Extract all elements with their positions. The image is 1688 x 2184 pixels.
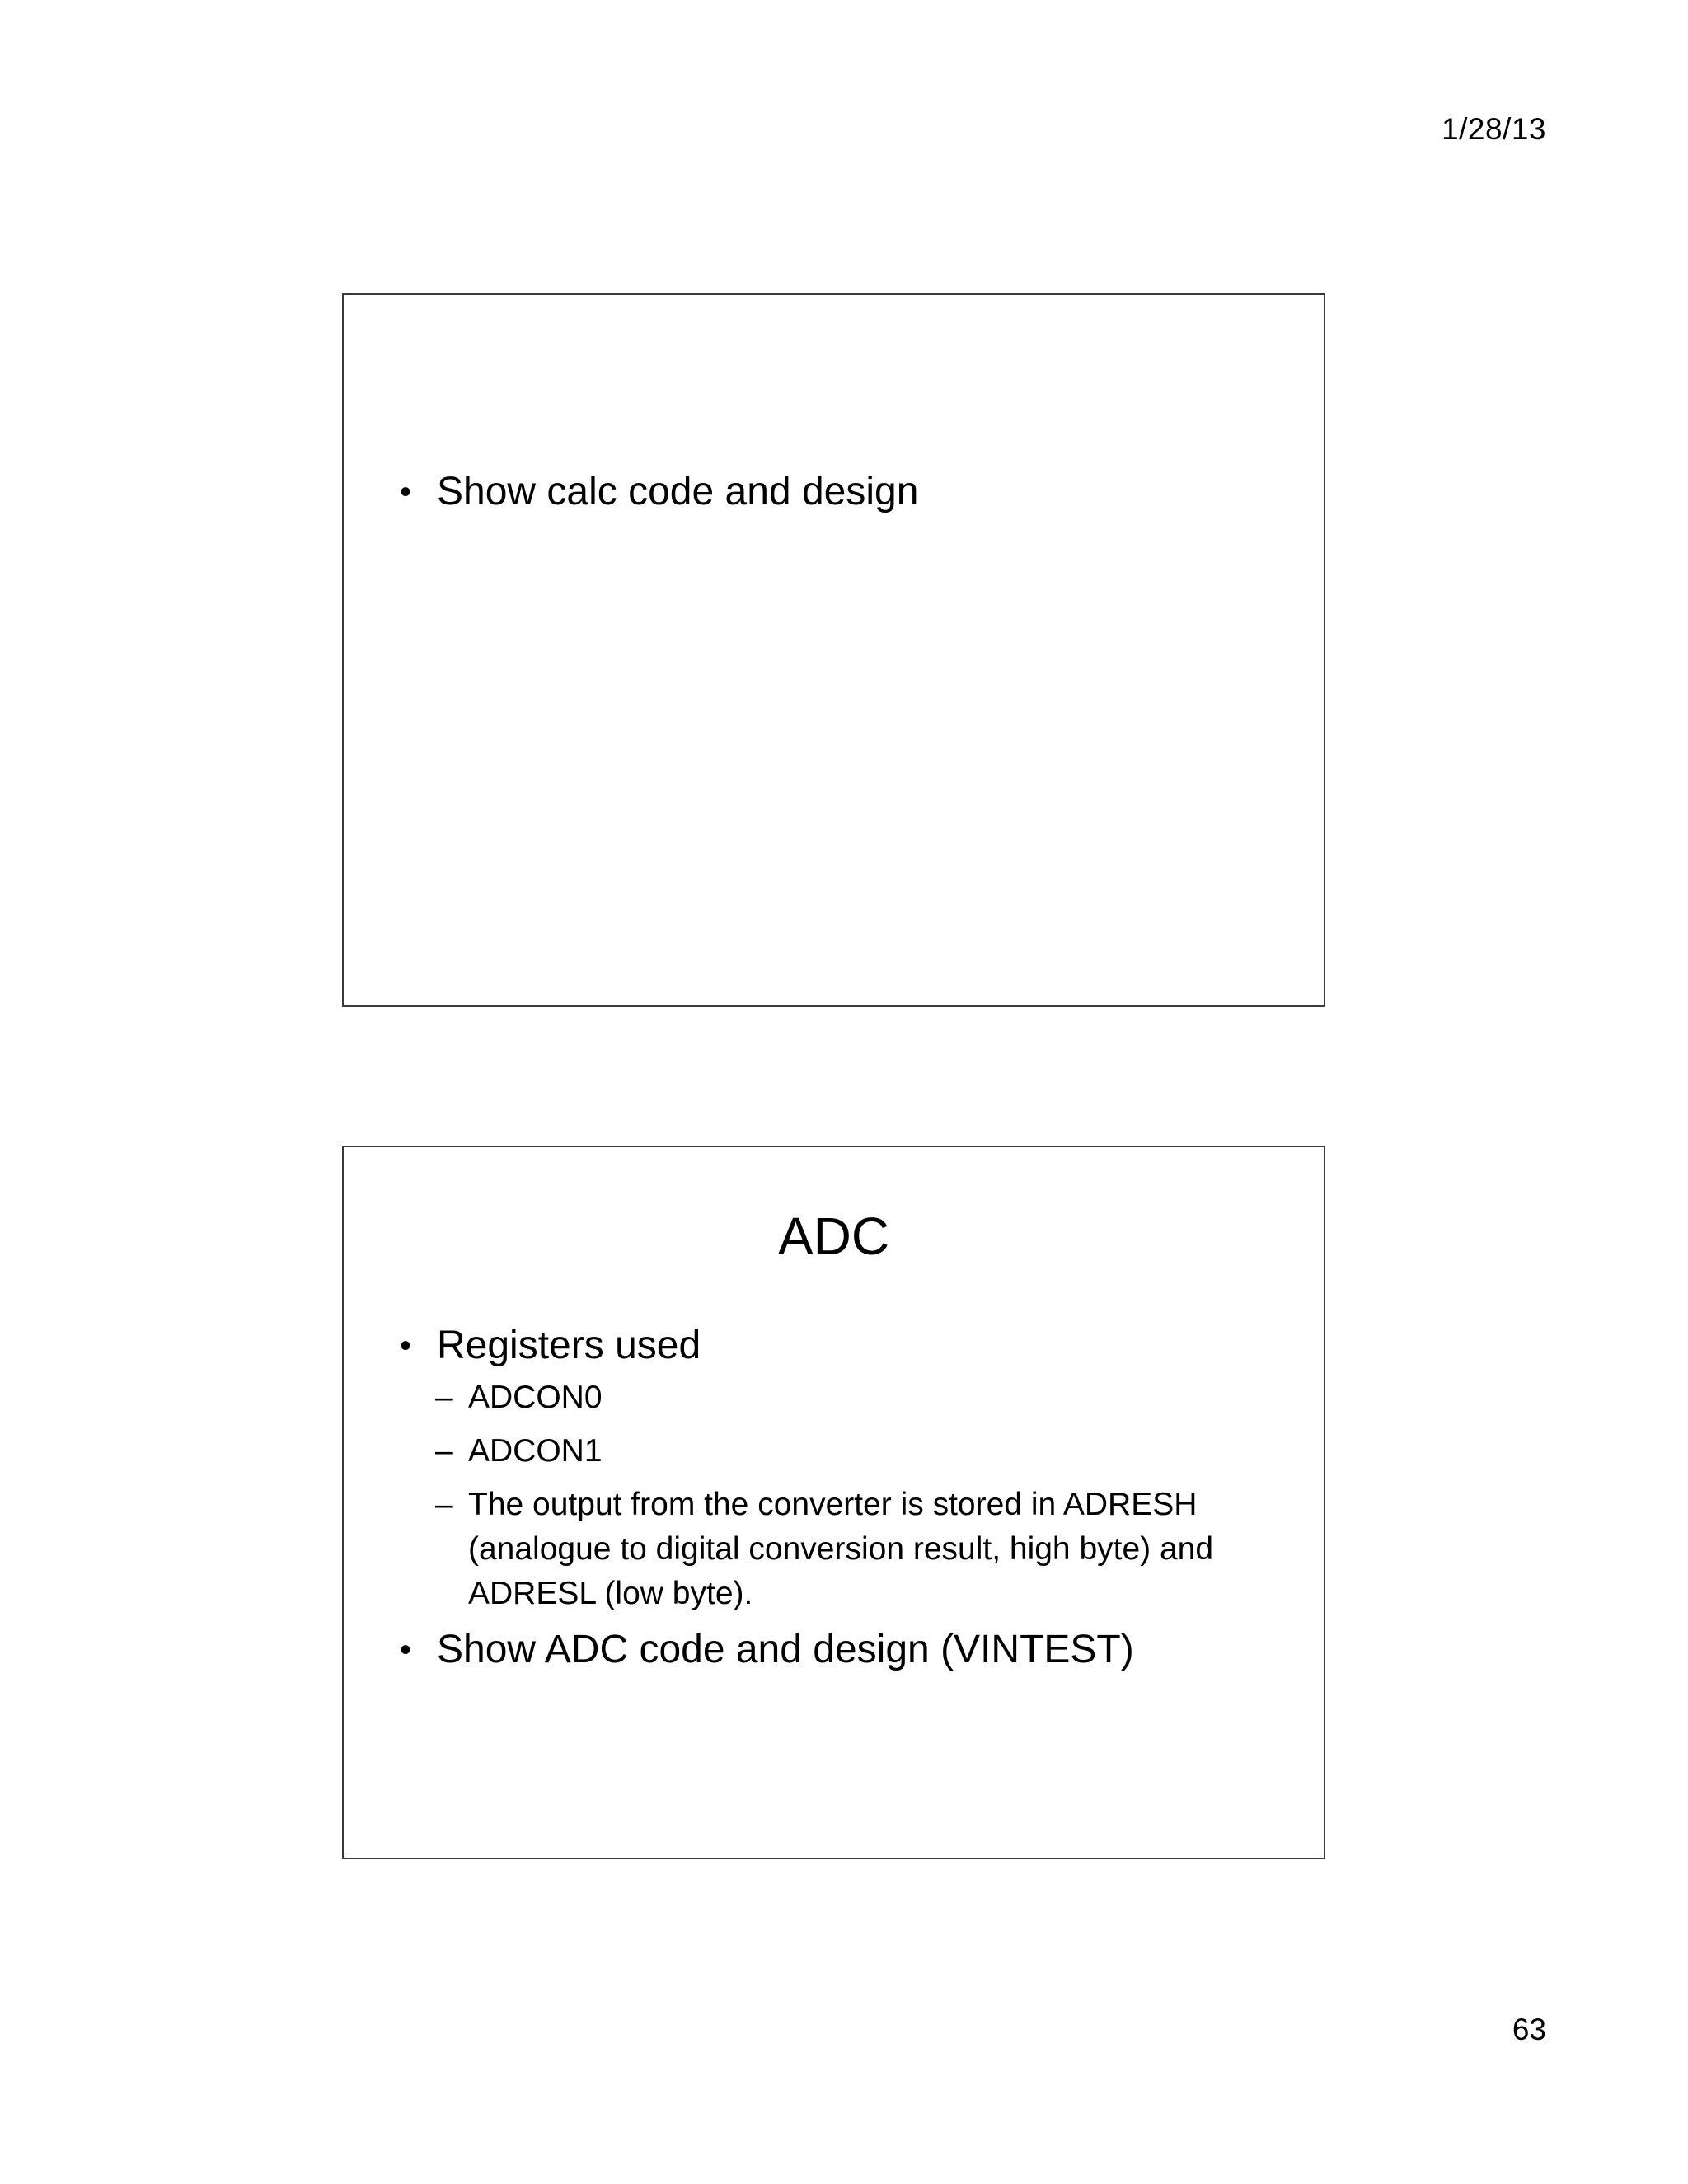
bullet-list: [400, 1322, 1274, 1674]
bullet-icon: •: [400, 474, 412, 510]
slide-adc: [342, 1146, 1325, 1859]
page-number: 63: [1512, 2013, 1546, 2046]
slide-title: ADC: [777, 1207, 890, 1266]
dash-icon: –: [435, 1433, 453, 1469]
sub-bullet-item: [437, 1483, 1274, 1616]
sub-bullet-text: The output from the converter is stored in ADRESH (analogue to digital conversion result, high byte) and ADRESL (low byte).: [468, 1487, 1214, 1611]
bullet-icon: •: [400, 1632, 412, 1668]
bullet-icon: •: [400, 1328, 412, 1364]
bullet-text: Show calc code and design: [437, 470, 919, 513]
bullet-text: Registers used: [437, 1324, 701, 1367]
bullet-item: [400, 1322, 1274, 1616]
sub-bullet-text: ADCON0: [468, 1380, 603, 1415]
slide-calc-code: [342, 293, 1325, 1007]
sub-bullet-item: [437, 1429, 1274, 1474]
sub-bullet-item: [437, 1376, 1274, 1420]
sub-bullet-text: ADCON1: [468, 1433, 603, 1469]
bullet-text: Show ADC code and design (VINTEST): [437, 1628, 1134, 1671]
bullet-item: [400, 468, 1274, 516]
bullet-item: [400, 1626, 1274, 1674]
page-date: 1/28/13: [1442, 112, 1546, 146]
bullet-list: [400, 468, 1274, 516]
dash-icon: –: [435, 1380, 453, 1415]
sub-bullet-list: [437, 1376, 1274, 1616]
dash-icon: –: [435, 1487, 453, 1522]
